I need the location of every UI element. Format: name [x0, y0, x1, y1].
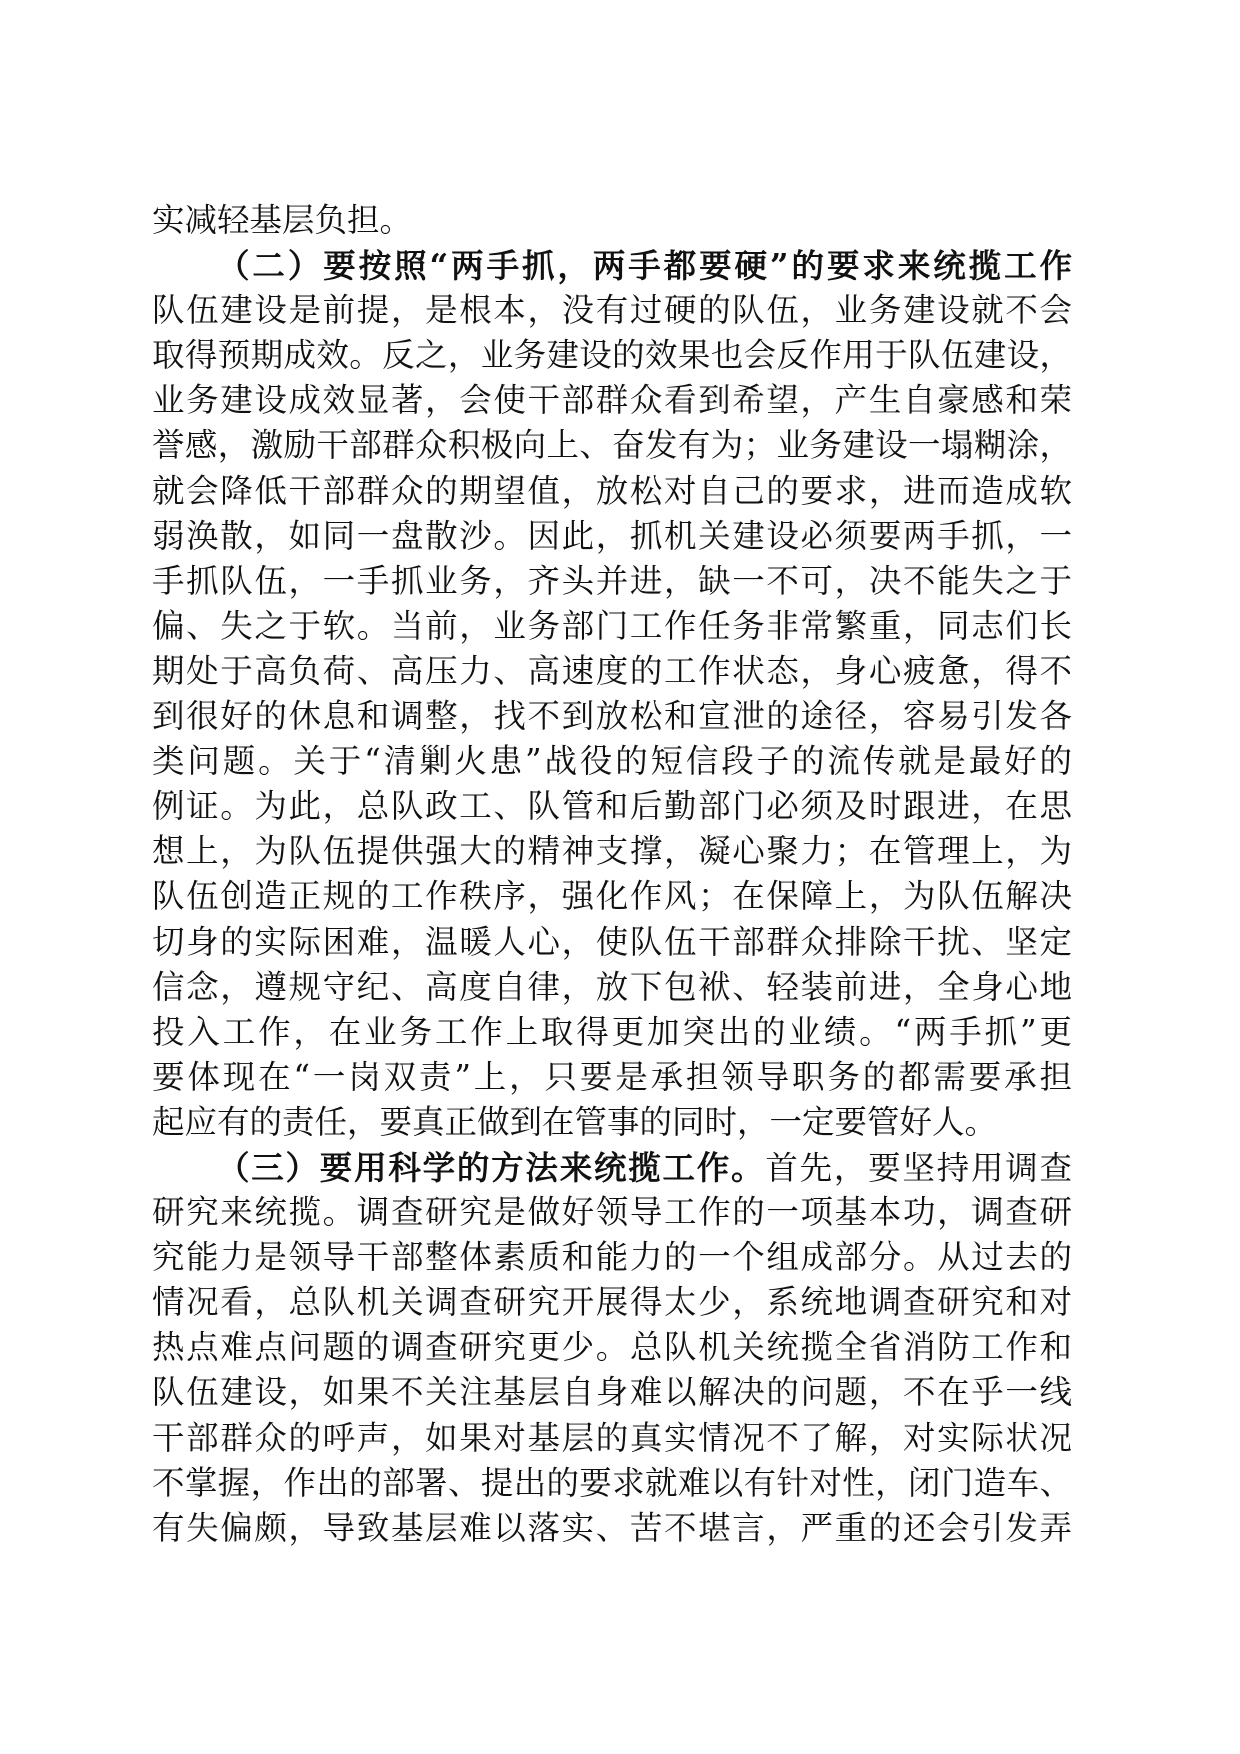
- section-heading-2: （二）要按照“两手抓，两手都要硬”的要求来统揽工作: [217, 246, 1072, 286]
- text-line: 实减轻基层负担。: [152, 201, 413, 239]
- text-line: 想上，为队伍提供强大的精神支撑，凝心聚力；在管理上，为: [152, 832, 1072, 871]
- text-run: 首先，要坚持用调查: [765, 1148, 1072, 1187]
- text-line: 究能力是领导干部整体素质和能力的一个组成部分。从过去的: [152, 1238, 1072, 1277]
- text-line: 信念，遵规守纪、高度自律，放下包袱、轻装前进，全身心地: [152, 967, 1072, 1006]
- text-line: 不掌握，作出的部署、提出的要求就难以有针对性，闭门造车、: [152, 1463, 1072, 1502]
- section-heading-3: （三）要用科学的方法来统揽工作。: [217, 1147, 766, 1187]
- text-line: 要体现在“一岗双责”上，只要是承担领导职务的都需要承担: [152, 1057, 1072, 1096]
- text-line: 队伍建设，如果不关注基层自身难以解决的问题，不在乎一线: [152, 1373, 1072, 1412]
- text-line: 取得预期成效。反之，业务建设的效果也会反作用于队伍建设，: [152, 336, 1072, 375]
- text-line: 类问题。关于“清剿火患”战役的短信段子的流传就是最好的: [152, 742, 1072, 781]
- text-line: 业务建设成效显著，会使干部群众看到希望，产生自豪感和荣: [152, 381, 1072, 420]
- text-line: 干部群众的呼声，如果对基层的真实情况不了解，对实际状况: [152, 1418, 1072, 1457]
- text-line: 切身的实际困难，温暖人心，使队伍干部群众排除干扰、坚定: [152, 922, 1072, 961]
- text-line: 到很好的休息和调整，找不到放松和宣泄的途径，容易引发各: [152, 697, 1072, 736]
- body-text: [152, 198, 1072, 1551]
- text-line: 热点难点问题的调查研究更少。总队机关统揽全省消防工作和: [152, 1328, 1072, 1367]
- text-line: 誉感，激励干部群众积极向上、奋发有为；业务建设一塌糊涂，: [152, 426, 1072, 465]
- text-line: 研究来统揽。调查研究是做好领导工作的一项基本功，调查研: [152, 1193, 1072, 1232]
- text-line: 起应有的责任，要真正做到在管事的同时，一定要管好人。: [152, 1102, 998, 1141]
- text-line: 情况看，总队机关调查研究开展得太少，系统地调查研究和对: [152, 1283, 1072, 1322]
- text-line: 偏、失之于软。当前，业务部门工作任务非常繁重，同志们长: [152, 606, 1072, 645]
- text-line: 有失偏颇，导致基层难以落实、苦不堪言，严重的还会引发弄: [152, 1508, 1072, 1547]
- text-line: 队伍创造正规的工作秩序，强化作风；在保障上，为队伍解决: [152, 877, 1072, 916]
- text-line: 手抓队伍，一手抓业务，齐头并进，缺一不可，决不能失之于: [152, 561, 1072, 600]
- section-3-first-line: [152, 1145, 1072, 1190]
- text-line: 期处于高负荷、高压力、高速度的工作状态，身心疲惫，得不: [152, 651, 1072, 690]
- text-line: 投入工作，在业务工作上取得更加突出的业绩。“两手抓”更: [152, 1012, 1072, 1051]
- text-line: 例证。为此，总队政工、队管和后勤部门必须及时跟进，在思: [152, 787, 1072, 826]
- text-line: 队伍建设是前提，是根本，没有过硬的队伍，业务建设就不会: [152, 291, 1072, 330]
- text-line: 弱涣散，如同一盘散沙。因此，抓机关建设必须要两手抓，一: [152, 516, 1072, 555]
- text-line: 就会降低干部群众的期望值，放松对自己的要求，进而造成软: [152, 471, 1072, 510]
